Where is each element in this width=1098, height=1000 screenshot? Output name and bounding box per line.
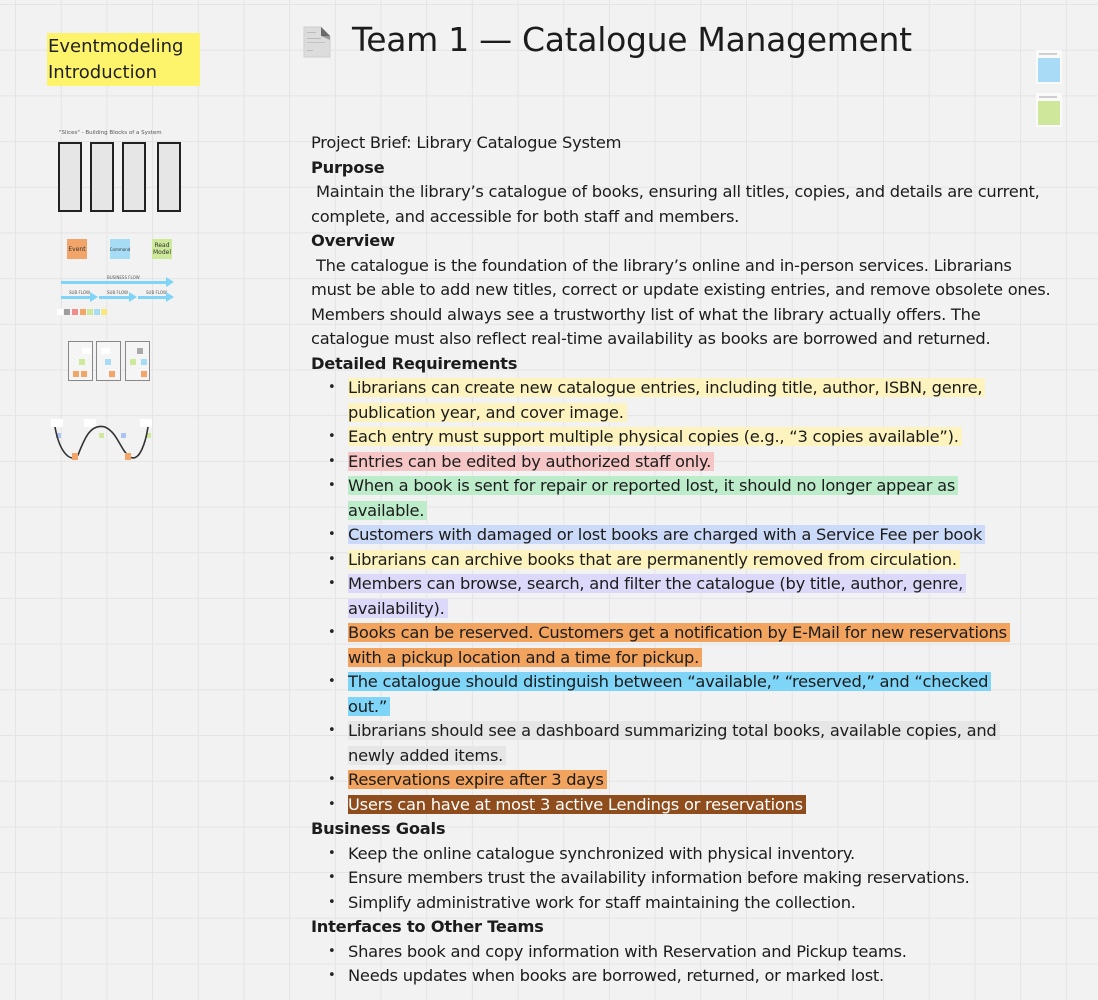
requirement-item [311,719,1011,768]
side-card-fill [1038,101,1060,125]
side-sticky-card-green[interactable] [1036,93,1062,127]
mini-node-command [141,359,147,365]
requirement-item [311,793,1011,818]
requirement-item [311,572,1011,621]
pattern-frame-state-view[interactable] [96,341,121,381]
legend-event-label: Event [68,245,86,253]
color-swatch-white [57,309,63,315]
requirements-list [311,376,1011,817]
intro-sticky-line2: Introduction [48,62,158,83]
requirements-heading: Detailed Requirements [311,353,518,373]
intro-sticky-note[interactable] [47,33,200,86]
sub-flow-label: SUB FLOW [146,290,167,295]
requirement-text: Books can be reserved. Customers get a notification by E-Mail for new reservations with a pickup location and a time for pickup. [348,623,1010,667]
interface-item: • Needs updates when books are borrowed, returned, or marked lost. [311,964,1051,989]
requirement-item [311,425,1011,450]
slice-column[interactable] [58,142,82,212]
legend-command-note[interactable] [110,239,130,259]
brief-intro: Project Brief: Library Catalogue System [311,133,622,152]
requirement-text: Librarians should see a dashboard summarizing total books, available copies, and newly added items. [348,721,1000,765]
business-goal-item: • Simplify administrative work for staff maintaining the collection. [311,891,1051,916]
slice-column[interactable] [122,142,146,212]
overview-heading: Overview [311,231,395,250]
side-card-header [1039,53,1057,55]
mini-node-readmodel [79,359,85,365]
business-flow-arrow[interactable] [61,281,167,284]
pattern-frame-automation[interactable] [125,341,150,381]
requirement-text: Librarians can create new catalogue entries, including title, author, ISBN, genre, publication year, and cover image. [348,378,985,422]
color-swatch-orange [80,309,86,315]
mini-node-processor [137,348,143,354]
sub-flow-label: SUB FLOW [69,290,90,295]
color-swatch-green [87,309,93,315]
side-card-fill [1038,58,1060,82]
color-swatch-yellow [101,309,107,315]
slice-column[interactable] [90,142,114,212]
business-goal-item: • Keep the online catalogue synchronized with physical inventory. [311,842,1051,867]
mini-node-ui [82,348,91,354]
mini-node-event [81,371,87,377]
side-sticky-card-blue[interactable] [1036,50,1062,84]
requirement-text: Members can browse, search, and filter the catalogue (by title, author, genre, availability). [348,574,966,618]
color-swatch-blue [94,309,100,315]
requirement-item [311,523,1011,548]
business-goal-item: • Ensure members trust the availability information before making reservations. [311,866,1051,891]
page-title: Team 1 — Catalogue Management [352,20,912,59]
intro-sticky-line1: Eventmodeling [48,36,184,57]
interfaces-list [311,940,1051,989]
requirement-item [311,621,1011,670]
sub-flow-label: SUB FLOW [107,290,128,295]
requirement-item [311,768,1011,793]
requirement-item [311,450,1011,475]
mini-node-ui [101,348,110,354]
mini-node-event [109,371,115,377]
sub-flow-arrow[interactable] [138,296,167,299]
mini-node-readmodel [130,359,136,365]
overview-text: The catalogue is the foundation of the library’s online and in-person services. Librarians must be able to add new titles, correct or update existing entries, and remove obsolete ones. Members should always see a trustworthy list of what the library actually offers. The catalogue must also reflect real-time availability as books are borrowed and returned. [311,255,1056,348]
requirement-item [311,670,1011,719]
legend-event-note[interactable] [67,239,87,259]
legend-readmodel-note[interactable] [152,239,172,259]
slice-column[interactable] [157,142,181,212]
color-swatch-gray [64,309,70,315]
mini-node-event [73,371,79,377]
purpose-text: Maintain the library’s catalogue of books, ensuring all titles, copies, and details are current, complete, and accessible for both staff and members. [311,182,1045,226]
requirement-text: Reservations expire after 3 days [348,770,607,789]
mini-node-event [141,371,147,377]
legend-readmodel-label: Read Model [152,242,171,256]
requirement-text: Entries can be edited by authorized staff only. [348,452,714,471]
interfaces-heading: Interfaces to Other Teams [311,917,544,936]
purpose-heading: Purpose [311,157,385,177]
requirement-item [311,474,1011,523]
legend-command-label: Command [109,246,131,252]
interface-item: • Shares book and copy information with Reservation and Pickup teams. [311,940,1051,965]
business-goals-list [311,842,1051,916]
side-card-header [1039,96,1057,98]
sub-flow-arrow[interactable] [61,296,91,299]
requirement-text: The catalogue should distinguish between “available,” “reserved,” and “checked out.” [348,672,991,716]
requirement-text: When a book is sent for repair or reported lost, it should no longer appear as available. [348,476,958,520]
requirement-text: Librarians can archive books that are permanently removed from circulation. [348,550,960,569]
timeline-wave-diagram[interactable] [50,415,155,470]
requirement-text: Each entry must support multiple physical copies (e.g., “3 copies available”). [348,427,962,446]
project-brief-document[interactable] [311,131,1056,989]
requirement-text: Users can have at most 3 active Lendings or reservations [348,795,806,814]
business-flow-label: BUSINESS FLOW [107,275,140,280]
pattern-frame-state-change[interactable] [68,341,93,381]
slices-caption: "Slices" - Building Blocks of a System [59,130,162,136]
business-goals-heading: Business Goals [311,819,446,838]
sub-flow-arrow[interactable] [99,296,130,299]
color-swatch-red [72,309,78,315]
requirement-item [311,548,1011,573]
requirement-item [311,376,1011,425]
mini-node-command [105,359,111,365]
document-icon [303,26,331,58]
requirement-text: Customers with damaged or lost books are charged with a Service Fee per book [348,525,985,544]
